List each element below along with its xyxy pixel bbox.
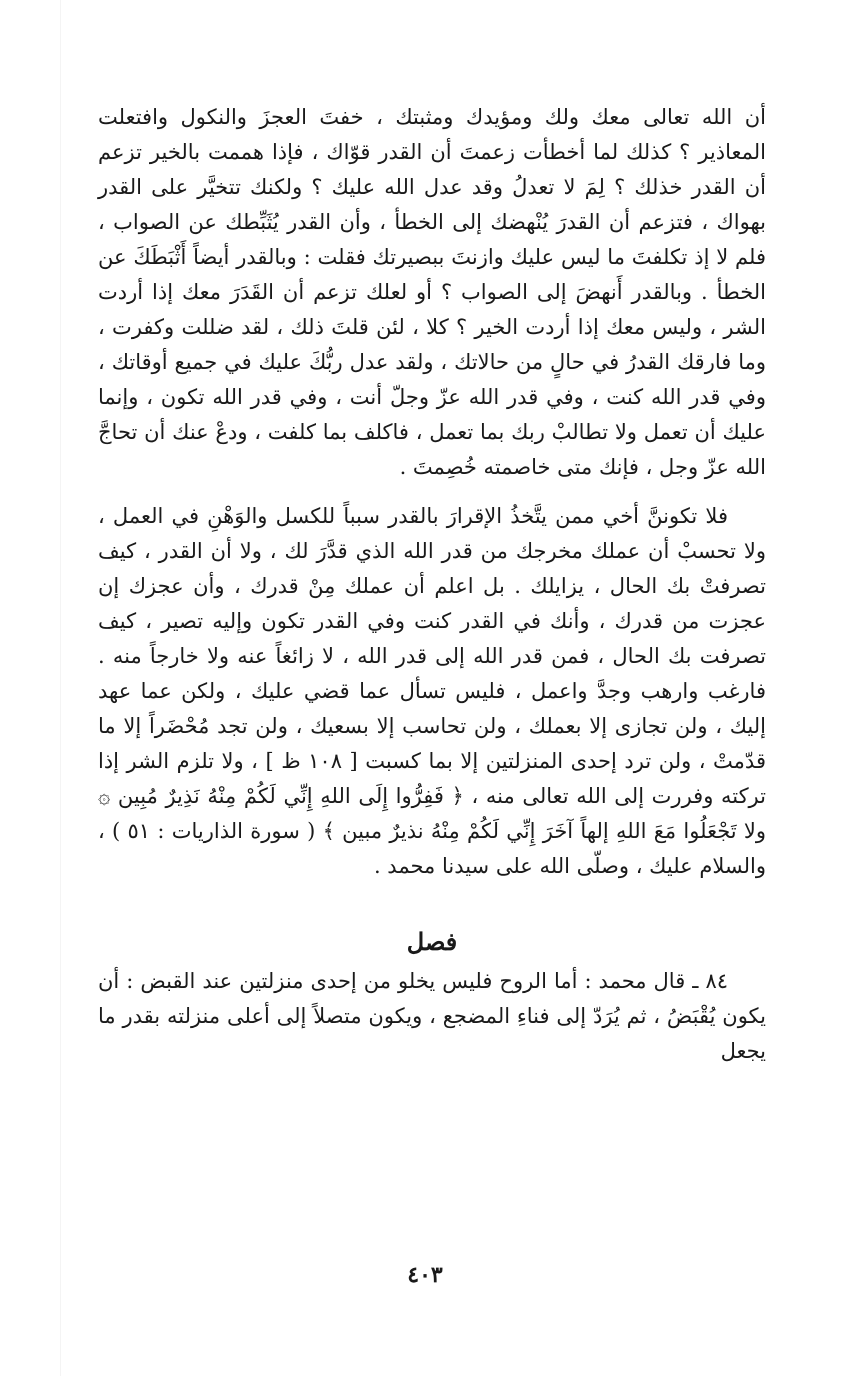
- section-paragraph: ٨٤ ـ قال محمد : أما الروح فليس يخلو من إحدى منزلتين عند القبض : أن يكون يُقْبَضُ ، ثم يُرَدّ إلى فناءِ المضجع ، ويكون متصلاً إلى أعلى منزلته بقدر ما يجعل: [98, 969, 766, 1063]
- section-heading: فصل: [406, 927, 458, 956]
- body-paragraph-2: فلا تكوننَّ أخي ممن يتَّخذُ الإقرارَ بالقدر سبباً للكسل والوَهْنِ في العمل ، ولا تحسبْ أن عملك مخرجك من قدر الله الذي قدَّرَ لك ، ولا أن القدر ، كيف تصرفتْ بك الحال ، يزايلك . بل اعلم أن عملك مِنْ قدرك ، وأن عجزك إن عجزت من قدرك ، وأنك في القدر كنت وفي القدر تكون وإليه تصير ، كيف تصرفت بك الحال ، فمن قدر الله إلى قدر الله ، لا زائغاً عنه ولا خارجاً منه . فارغب وارهب وجدَّ واعمل ، فليس تسأل عما قضي عليك ، ولكن عما عهد إليك ، ولن تجازى إلا بعملك ، ولن تحاسب إلا بسعيك ، ولن تجد مُحْضَراً إلا ما قدّمتْ ، ولن ترد إحدى المنزلتين إلا بما كسبت [ ١٠٨ ظ ] ، ولا تلزم الشر إذا تركته وفررت إلى الله تعالى منه ، ﴿ فَفِرُّوا إِلَى اللهِ إِنِّي لَكُمْ مِنْهُ نَذِيرٌ مُبِين ۞ ولا تَجْعَلُوا مَعَ اللهِ إلهاً آخَرَ إِنِّي لَكُمْ مِنْهُ نذيرٌ مبين ﴾ ( سورة الذاريات : ٥١ ) ، والسلام عليك ، وصلّى الله على سيدنا محمد .: [98, 504, 766, 878]
- book-page-body: [98, 100, 766, 1069]
- page-margin-shadow: [60, 0, 61, 1376]
- body-paragraph-1: أن الله تعالى معك ولك ومؤيدك ومثبتك ، خفتَ العجزَ والنكول وافتعلت المعاذير ؟ كذلك لما أخطأت زعمتَ أن القدر قوّاك ، فإذا هممت بالخير تزعم أن القدر خذلك ؟ لِمَ لا تعدلُ وقد عدل الله عليك ؟ ولكنك تتخيَّر على القدر بهواك ، فتزعم أن القدرَ يُنْهضك إلى الخطأ ، وأن القدر يُثَبِّطك عن الصواب ، فلم لا إذ تكلفتَ ما ليس عليك وازنتَ ببصيرتك فقلت : وبالقدر أيضاً أَثْبَطَكَ عن الخطأ . وبالقدر أَنهضَ إلى الصواب ؟ أو لعلك تزعم أن القَدَرَ معك إذا أردت الشر ، وليس معك إذا أردت الخير ؟ كلا ، لئن قلتَ ذلك ، لقد ضللت وكفرت ، وما فارقك القدرُ في حالٍ من حالاتك ، ولقد عدل ربُّكَ عليك في جميع أوقاتك ، وفي قدر الله كنت ، وفي قدر الله عزّ وجلّ أنت ، وفي قدر الله تكون ، وإنما عليك أن تعمل ولا تطالبْ ربك بما تعمل ، فاكلف بما كلفت ، ودعْ عنك أن تحاجَّ الله عزّ وجل ، فإنك متى خاصمته خُصِمتَ .: [98, 105, 766, 479]
- page-number: ٤٠٣: [407, 1262, 443, 1288]
